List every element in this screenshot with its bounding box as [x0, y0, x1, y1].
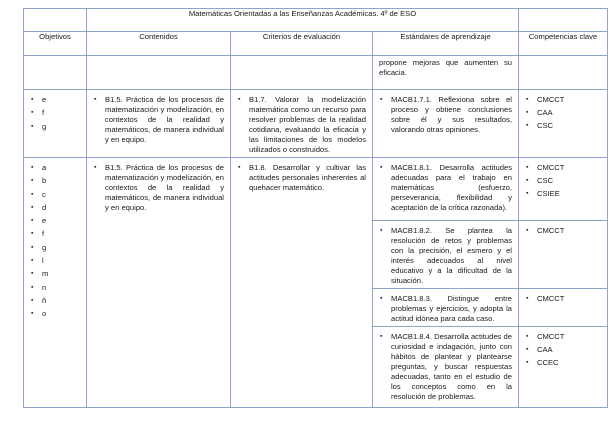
table-row	[24, 90, 608, 158]
contenido-text: ▪ B1.5. Práctica de los procesos de matematización y modelización, en contextos de la realidad y matemáticos, de manera individual y en equipo.	[93, 163, 224, 213]
list-item: ▪ ñ	[30, 296, 80, 306]
estandar-list	[373, 289, 518, 326]
list-item: ▪ a	[30, 163, 80, 173]
table-row	[24, 158, 608, 221]
table-title: Matemáticas Orientadas a las Enseñanzas Académicas. 4º de ESO	[87, 9, 519, 32]
estandar-list	[373, 158, 518, 215]
objetivos-list	[24, 90, 86, 137]
estandar-text: ▪ MACB1.7.1. Reflexiona sobre el proceso y obtiene conclusiones sobre él y sus resultados, valorando otras opiniones.	[379, 95, 512, 135]
list-item: ▪ CMCCT	[525, 294, 601, 304]
row1-estandar	[373, 90, 519, 158]
header-competencias: Competencias clave	[519, 32, 608, 56]
list-item: ▪ e	[30, 216, 80, 226]
row1-criterio	[231, 90, 373, 158]
carry-estandar	[373, 56, 519, 90]
list-item: ▪ e	[30, 95, 80, 105]
contenido-text: ▪ B1.5. Práctica de los procesos de matematización y modelización, en contextos de la realidad y matemáticos, de manera individual y en equipo.	[93, 95, 224, 145]
carryover-row	[24, 56, 608, 90]
row2-estandar-4	[373, 327, 519, 408]
carry-criterios	[231, 56, 373, 90]
row1-objetivos	[24, 90, 87, 158]
row2-contenido	[87, 158, 231, 408]
estandar-list	[373, 327, 518, 404]
competencias-list	[519, 221, 607, 241]
criterio-text: ▪ B1.8. Desarrollar y cultivar las actitudes personales inherentes al quehacer matemático.	[237, 163, 366, 193]
curriculum-table	[23, 8, 608, 408]
list-item: ▪ CMCCT	[525, 226, 601, 236]
list-item: ▪ g	[30, 122, 80, 132]
competencias-list	[519, 158, 607, 204]
header-row	[24, 32, 608, 56]
row1-competencias	[519, 90, 608, 158]
estandar-text: ▪ MACB1.8.1. Desarrolla actitudes adecuadas para el trabajo en matemáticas (esfuerzo, perseverancia, flexibilidad y aceptación de la crítica razonada).	[379, 163, 512, 213]
carry-estandar-text: propone mejoras que aumenten su eficacia.	[379, 58, 512, 77]
title-left-blank	[24, 9, 87, 32]
list-item: ▪ l	[30, 256, 80, 266]
list-item: ▪ c	[30, 190, 80, 200]
estandar-list	[373, 90, 518, 137]
competencias-list	[519, 327, 607, 373]
header-criterios: Criterios de evaluación	[231, 32, 373, 56]
list-item: ▪ b	[30, 176, 80, 186]
competencias-list	[519, 90, 607, 136]
estandar-list	[373, 221, 518, 288]
estandar-text: ▪ MACB1.8.3. Distingue entre problemas y ejercicios, y adopta la actitud idónea para cada caso.	[379, 294, 512, 324]
contenido-list	[87, 90, 230, 147]
contenido-list	[87, 158, 230, 215]
criterio-list	[231, 90, 372, 157]
row2-objetivos	[24, 158, 87, 408]
carry-competencias	[519, 56, 608, 90]
row1-contenido	[87, 90, 231, 158]
header-estandares: Estándares de aprendizaje	[373, 32, 519, 56]
criterio-text: ▪ B1.7. Valorar la modelización matemática como un recurso para resolver problemas de la realidad cotidiana, evaluando la eficacia y las limitaciones de los modelos utilizados o construidos.	[237, 95, 366, 155]
criterio-list	[231, 158, 372, 195]
list-item: ▪ CSC	[525, 176, 601, 186]
title-right-blank	[519, 9, 608, 32]
list-item: ▪ g	[30, 243, 80, 253]
carry-contenidos	[87, 56, 231, 90]
list-item: ▪ CAA	[525, 345, 601, 355]
list-item: ▪ o	[30, 309, 80, 319]
list-item: ▪ CCEC	[525, 358, 601, 368]
row2-estandar-1	[373, 158, 519, 221]
list-item: ▪ CMCCT	[525, 332, 601, 342]
row2-competencias-2	[519, 221, 608, 289]
list-item: ▪ CMCCT	[525, 95, 601, 105]
row2-estandar-3	[373, 289, 519, 327]
row2-criterio	[231, 158, 373, 408]
list-item: ▪ f	[30, 229, 80, 239]
row2-estandar-2	[373, 221, 519, 289]
list-item: ▪ f	[30, 108, 80, 118]
list-item: ▪ m	[30, 269, 80, 279]
estandar-text: ▪ MACB1.8.2. Se plantea la resolución de retos y problemas con la precisión, el esmero y el interés adecuados al nivel educativo y a la dificultad de la situación.	[379, 226, 512, 286]
header-objetivos: Objetivos	[24, 32, 87, 56]
estandar-text: ▪ MACB1.8.4. Desarrolla actitudes de curiosidad e indagación, junto con hábitos de plantear y plantearse preguntas, y buscar respuestas adecuadas, tanto en el estudio de los conceptos como en la resolución de problemas.	[379, 332, 512, 402]
list-item: ▪ CAA	[525, 108, 601, 118]
list-item: ▪ CSIEE	[525, 189, 601, 199]
header-contenidos: Contenidos	[87, 32, 231, 56]
row2-competencias-3	[519, 289, 608, 327]
competencias-list	[519, 289, 607, 309]
list-item: ▪ d	[30, 203, 80, 213]
list-item: ▪ n	[30, 283, 80, 293]
carry-objetivos	[24, 56, 87, 90]
list-item: ▪ CSC	[525, 121, 601, 131]
objetivos-list	[24, 158, 86, 325]
row2-competencias-1	[519, 158, 608, 221]
list-item: ▪ CMCCT	[525, 163, 601, 173]
row2-competencias-4	[519, 327, 608, 408]
title-row	[24, 9, 608, 32]
